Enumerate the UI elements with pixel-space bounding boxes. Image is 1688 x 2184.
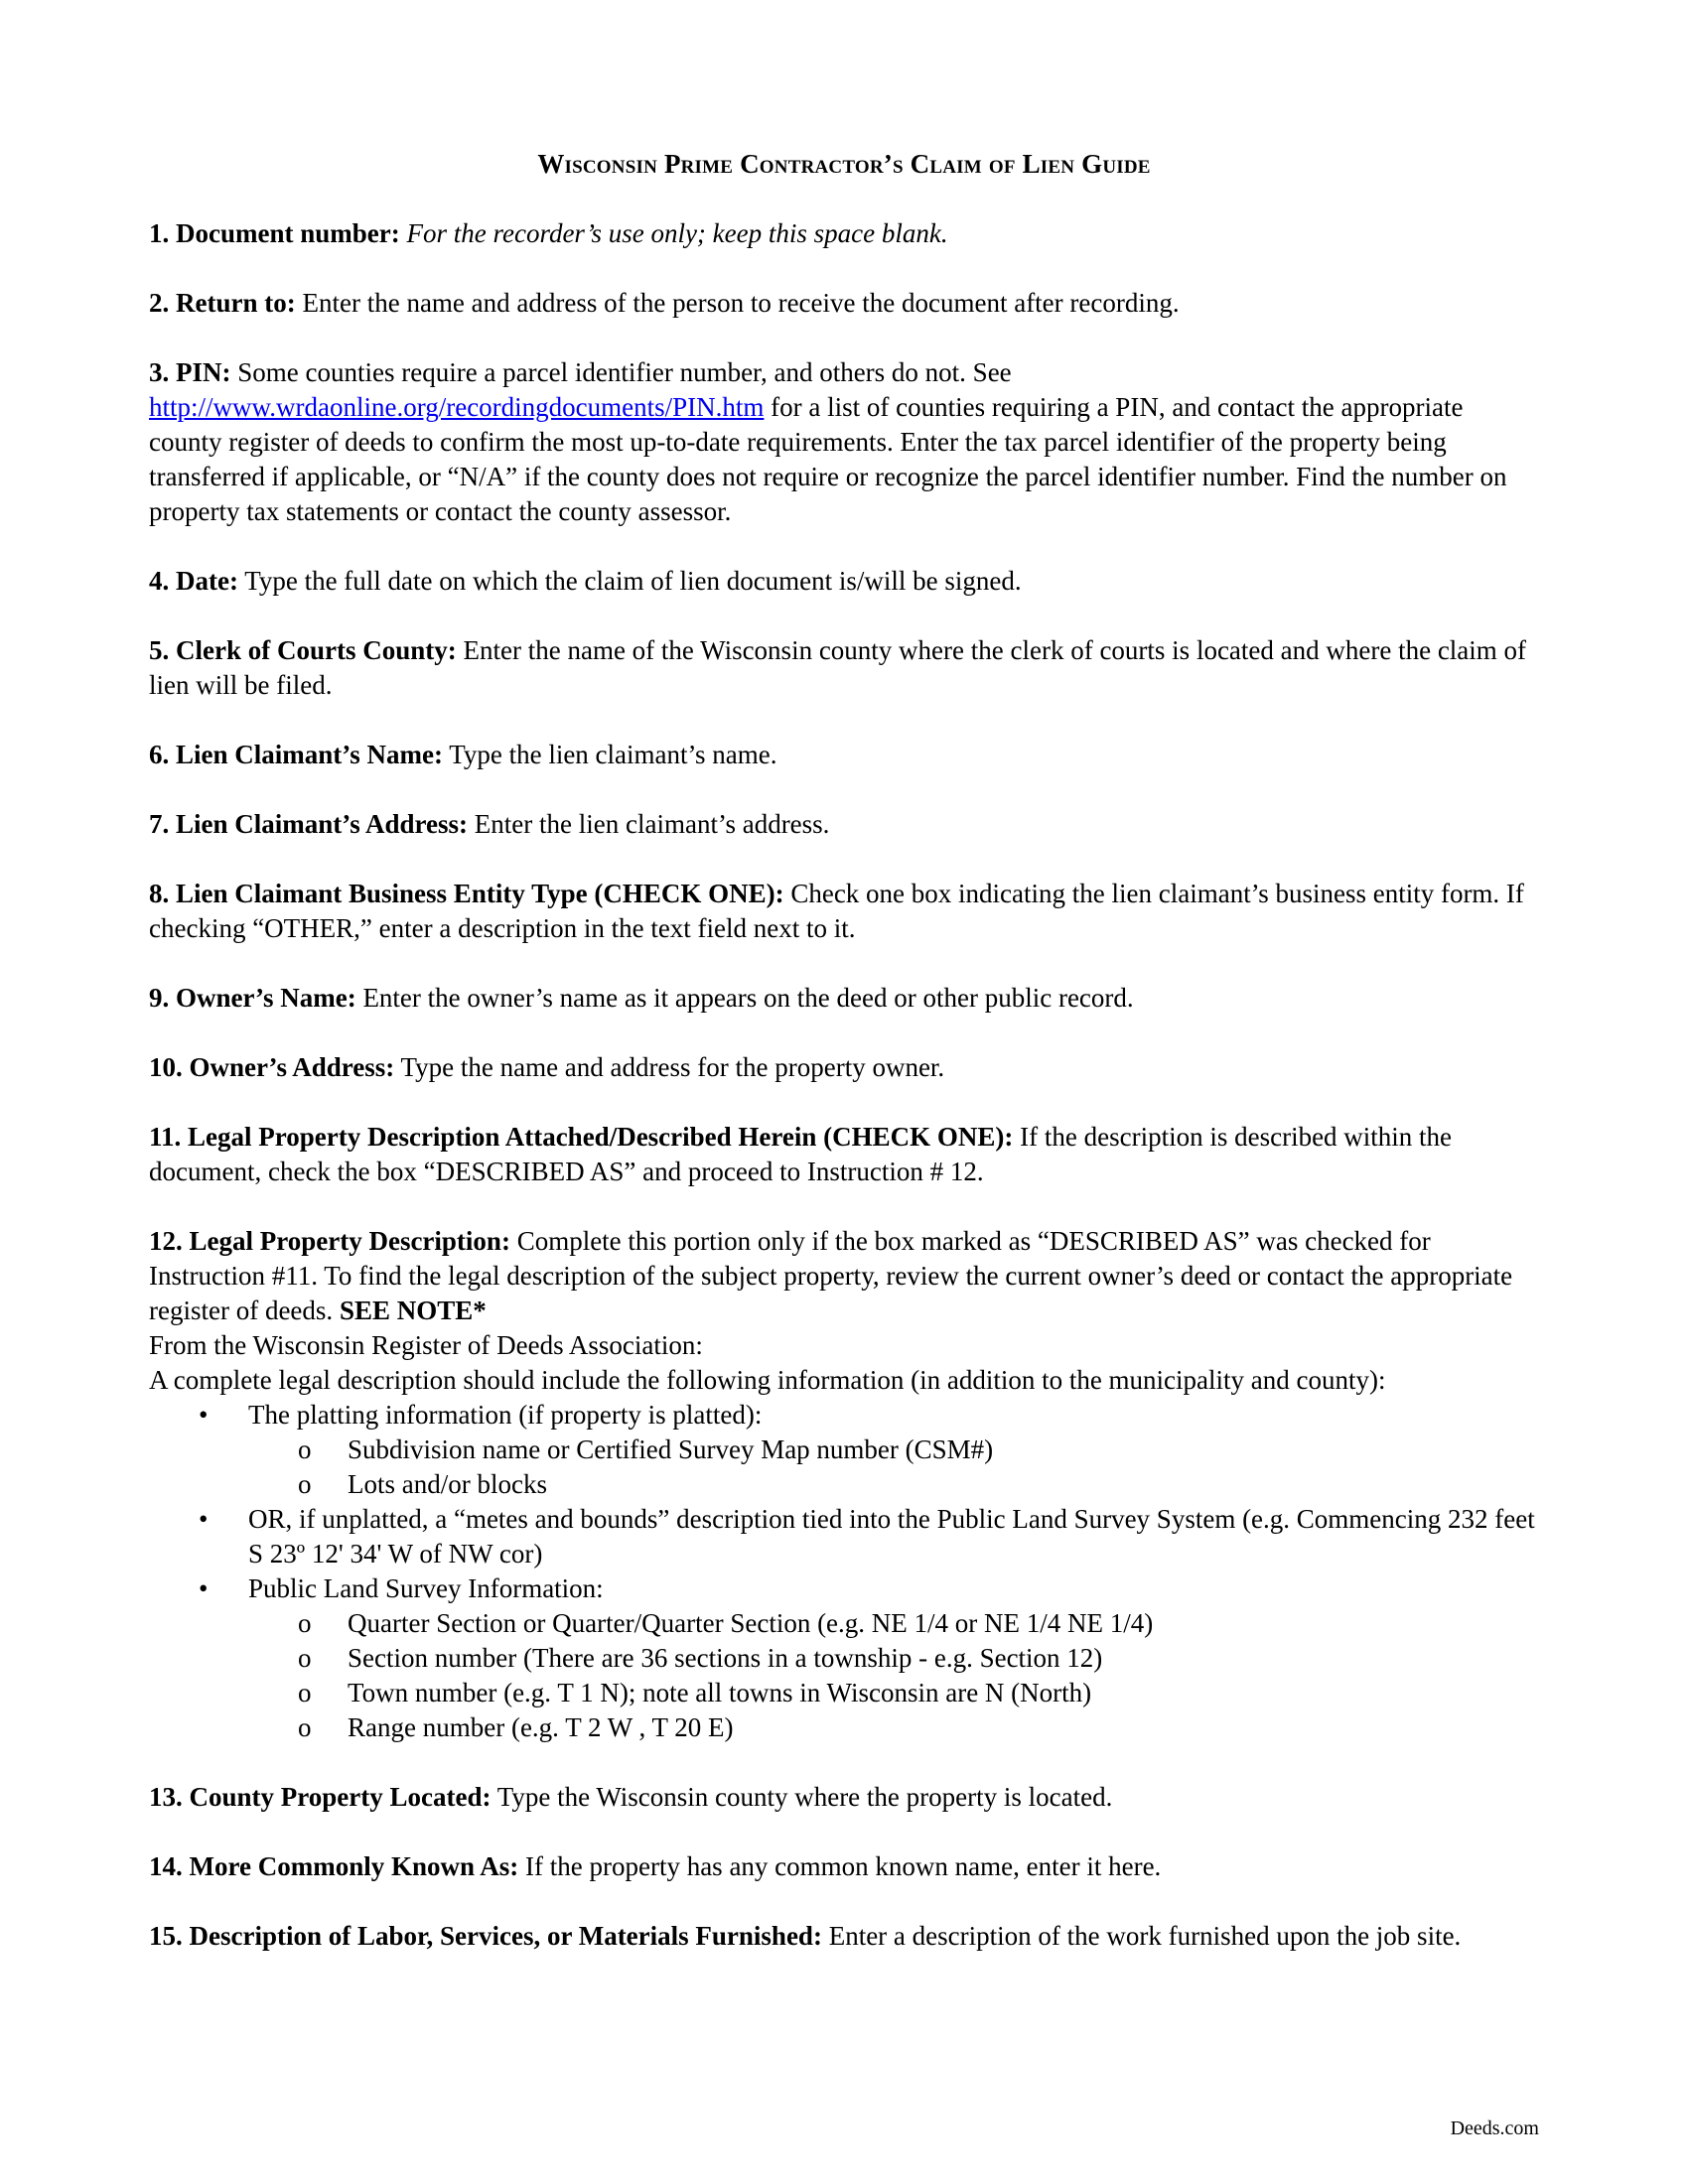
instruction-7 — [149, 807, 1539, 842]
instruction-label: 13. County Property Located: — [149, 1782, 492, 1812]
instruction-text: Enter the owner’s name as it appears on the deed or other public record. — [355, 983, 1134, 1013]
instruction-label: 3. PIN: — [149, 357, 231, 387]
instruction-11 — [149, 1120, 1539, 1189]
instruction-text: Type the Wisconsin county where the property is located. — [491, 1782, 1113, 1812]
sub-item-text: Lots and/or blocks — [348, 1469, 547, 1499]
instruction-label: 7. Lien Claimant’s Address: — [149, 809, 469, 839]
instruction-text: Enter the name of the Wisconsin county where the clerk of courts is located and where the claim of lien will be filed. — [149, 635, 1527, 700]
wrda-intro: A complete legal description should include the following information (in addition to the municipality and county): — [149, 1365, 1386, 1395]
instruction-14 — [149, 1849, 1539, 1884]
instruction-label: 6. Lien Claimant’s Name: — [149, 740, 443, 769]
instruction-13 — [149, 1780, 1539, 1815]
sub-list — [248, 1433, 1539, 1502]
instruction-text: If the property has any common known name, enter it here. — [518, 1851, 1162, 1881]
instruction-label: 10. Owner’s Address: — [149, 1052, 395, 1082]
wrda-source-line: From the Wisconsin Register of Deeds Association: — [149, 1330, 703, 1360]
instruction-label: 14. More Commonly Known As: — [149, 1851, 519, 1881]
instruction-text: for a list of counties requiring a PIN, and contact the appropriate county register of deeds to confirm the most up-to-date requirements. Enter the tax parcel identifier of the property being transferred if applicable, or “N/A” if the county does not require or recognize the parcel identifier number. Find the number on property tax statements or contact the county assessor. — [149, 392, 1507, 526]
list-item — [149, 1398, 1539, 1502]
pin-link[interactable]: http://www.wrdaonline.org/recordingdocuments/PIN.htm — [149, 392, 765, 422]
legal-description-list — [149, 1398, 1539, 1745]
sub-list-item — [248, 1606, 1539, 1641]
instruction-text: Check one box indicating the lien claimant’s business entity form. If checking “OTHER,” enter a description in the text field next to it. — [149, 879, 1524, 943]
instruction-label: 8. Lien Claimant Business Entity Type (CHECK ONE): — [149, 879, 784, 908]
instruction-label: 15. Description of Labor, Services, or Materials Furnished: — [149, 1921, 822, 1951]
list-item-text: The platting information (if property is platted): — [248, 1400, 763, 1430]
instruction-text: Enter a description of the work furnished upon the job site. — [821, 1921, 1462, 1951]
instruction-label: 2. Return to: — [149, 288, 296, 318]
circle-bullet-icon: o — [298, 1608, 312, 1638]
see-note: SEE NOTE* — [339, 1296, 487, 1325]
instruction-label: 5. Clerk of Courts County: — [149, 635, 457, 665]
bullet-icon: • — [199, 1573, 209, 1603]
instruction-text: Type the full date on which the claim of lien document is/will be signed. — [237, 566, 1022, 596]
list-item-text: Public Land Survey Information: — [248, 1573, 604, 1603]
instruction-15 — [149, 1919, 1539, 1954]
list-item — [149, 1571, 1539, 1745]
circle-bullet-icon: o — [298, 1643, 312, 1673]
instruction-3 — [149, 355, 1539, 529]
footer-brand: Deeds.com — [1450, 2117, 1539, 2139]
list-item-text: OR, if unplatted, a “metes and bounds” description tied into the Public Land Survey System (e.g. Commencing 232 feet S 23º 12' 34' W of NW cor) — [248, 1504, 1535, 1569]
instruction-12 — [149, 1224, 1539, 1328]
list-item — [149, 1502, 1539, 1571]
instruction-text: For the recorder’s use only; keep this space blank. — [399, 218, 948, 248]
instruction-2 — [149, 286, 1539, 321]
instruction-label: 9. Owner’s Name: — [149, 983, 356, 1013]
circle-bullet-icon: o — [298, 1434, 312, 1464]
sub-list-item — [248, 1641, 1539, 1676]
circle-bullet-icon: o — [298, 1469, 312, 1499]
sub-item-text: Section number (There are 36 sections in a township - e.g. Section 12) — [348, 1643, 1103, 1673]
instruction-text: Enter the name and address of the person to receive the document after recording. — [295, 288, 1180, 318]
instructions-body — [149, 216, 1539, 1988]
instruction-label: 1. Document number: — [149, 218, 400, 248]
instruction-9 — [149, 981, 1539, 1016]
instruction-text: Type the name and address for the property owner. — [394, 1052, 945, 1082]
instruction-text: Type the lien claimant’s name. — [442, 740, 777, 769]
instruction-label: 12. Legal Property Description: — [149, 1226, 510, 1256]
instruction-10 — [149, 1050, 1539, 1085]
instruction-text: If the description is described within the document, check the box “DESCRIBED AS” and proceed to Instruction # 12. — [149, 1122, 1453, 1186]
page-title: Wisconsin Prime Contractor’s Claim of Lien Guide — [537, 149, 1151, 179]
spacer — [149, 1745, 1539, 1780]
instruction-text: Some counties require a parcel identifier number, and others do not. See — [230, 357, 1012, 387]
sub-item-text: Town number (e.g. T 1 N); note all towns in Wisconsin are N (North) — [348, 1678, 1092, 1707]
instruction-text: Complete this portion only if the box marked as “DESCRIBED AS” was checked for Instruction #11. To find the legal description of the subject property, review the current owner’s deed or contact the appropriate register of deeds. — [149, 1226, 1513, 1325]
instruction-label: 4. Date: — [149, 566, 238, 596]
sub-list-item — [248, 1433, 1539, 1467]
sub-list-item — [248, 1676, 1539, 1710]
sub-list-item — [248, 1710, 1539, 1745]
instruction-6 — [149, 738, 1539, 772]
instruction-text: Enter the lien claimant’s address. — [468, 809, 830, 839]
bullet-icon: • — [199, 1400, 209, 1430]
bullet-icon: • — [199, 1504, 209, 1534]
instruction-1 — [149, 216, 1539, 251]
instruction-5 — [149, 633, 1539, 703]
instruction-label: 11. Legal Property Description Attached/Described Herein (CHECK ONE): — [149, 1122, 1014, 1152]
sub-item-text: Quarter Section or Quarter/Quarter Section (e.g. NE 1/4 or NE 1/4 NE 1/4) — [348, 1608, 1154, 1638]
sub-list-item — [248, 1467, 1539, 1502]
sub-list — [248, 1606, 1539, 1745]
sub-item-text: Range number (e.g. T 2 W , T 20 E) — [348, 1712, 734, 1742]
circle-bullet-icon: o — [298, 1712, 312, 1742]
instruction-4 — [149, 564, 1539, 599]
sub-item-text: Subdivision name or Certified Survey Map number (CSM#) — [348, 1434, 994, 1464]
instruction-8 — [149, 877, 1539, 946]
circle-bullet-icon: o — [298, 1678, 312, 1707]
